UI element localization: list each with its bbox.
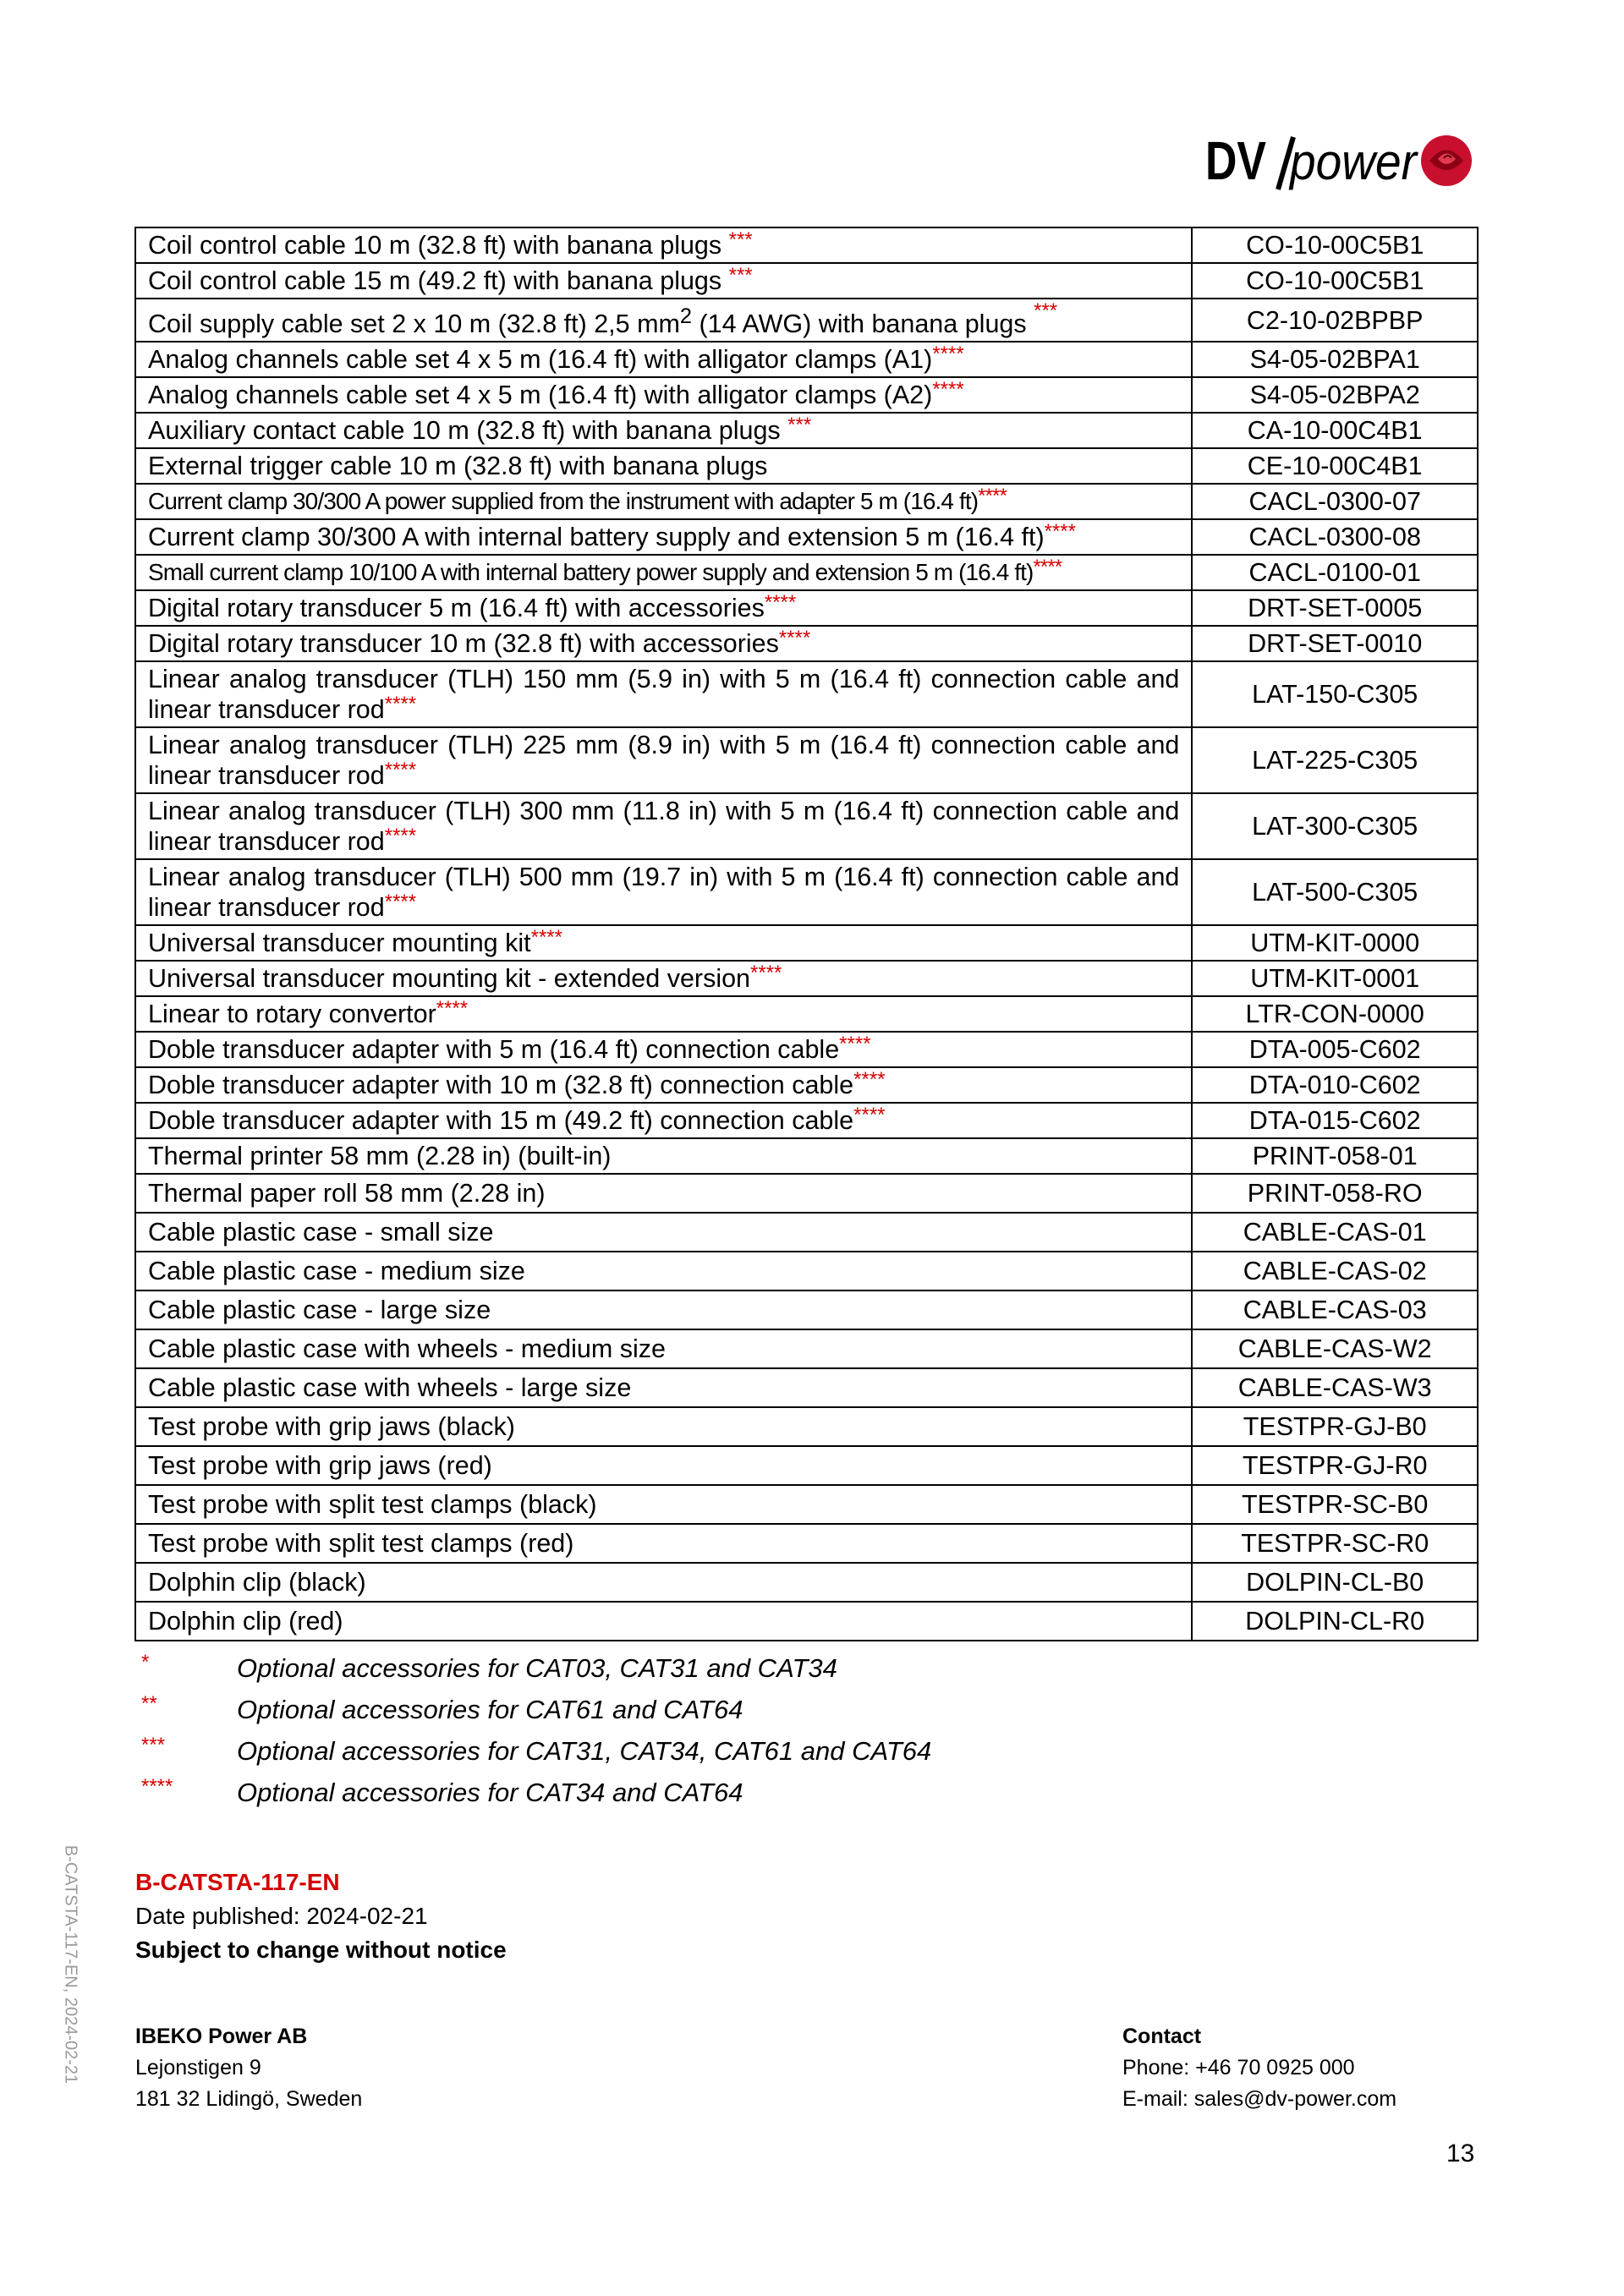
accessory-description: [135, 925, 1192, 961]
description-text: Doble transducer adapter with 15 m (49.2 ft) connection cable: [148, 1106, 854, 1136]
accessory-description: [135, 1485, 1192, 1524]
footnote-text: Optional accessories for CAT61 and CAT64: [237, 1694, 743, 1724]
footnote-mark: ****: [778, 627, 811, 650]
accessory-description: [135, 1563, 1192, 1602]
table-row: [135, 590, 1478, 626]
dv-power-logo: [1205, 127, 1476, 195]
description-text: Small current clamp 10/100 A with internal battery power supply and extension 5 m (16.4 ft): [148, 559, 1034, 586]
accessory-description: [135, 1032, 1192, 1067]
accessory-code: DRT-SET-0010: [1192, 626, 1478, 661]
accessory-description: [135, 1138, 1192, 1174]
footnote-stars: **: [141, 1692, 157, 1715]
accessory-code: TESTPR-GJ-R0: [1192, 1446, 1478, 1485]
accessory-code: PRINT-058-RO: [1192, 1174, 1478, 1213]
footnote-stars: *: [141, 1651, 150, 1674]
description-text: Coil supply cable set 2 x 10 m (32.8 ft) 2,5 mm: [148, 310, 680, 339]
description-text: Cable plastic case - small size: [148, 1218, 494, 1247]
description-text: Linear analog transducer (TLH) 300 mm (11.8 in) with 5 m (16.4 ft) connection cable and linear transducer rod: [148, 797, 1180, 857]
accessory-code: DOLPIN-CL-B0: [1192, 1563, 1478, 1602]
footnote: [141, 1772, 931, 1813]
description-text: Coil control cable 15 m (49.2 ft) with banana plugs: [148, 266, 729, 295]
footnote-mark: ***: [1034, 299, 1058, 322]
accessory-code: S4-05-02BPA2: [1192, 377, 1478, 413]
accessory-code: CACL-0300-07: [1192, 484, 1478, 519]
footnote-mark: ****: [384, 890, 417, 914]
description-text: Dolphin clip (black): [148, 1568, 366, 1597]
accessory-code: CACL-0300-08: [1192, 519, 1478, 555]
table-row: [135, 1485, 1478, 1524]
table-row: [135, 996, 1478, 1032]
accessory-description: [135, 1067, 1192, 1103]
table-row: [135, 1524, 1478, 1563]
page-number: 13: [1446, 2140, 1475, 2167]
description-text: Cable plastic case - medium size: [148, 1257, 525, 1286]
description-text: Cable plastic case with wheels - large size: [148, 1373, 632, 1403]
footnote-stars: ****: [141, 1775, 173, 1798]
accessory-code: CACL-0100-01: [1192, 555, 1478, 590]
accessory-code: TESTPR-SC-B0: [1192, 1485, 1478, 1524]
footnote-mark: ***: [728, 264, 753, 287]
accessory-code: CE-10-00C4B1: [1192, 448, 1478, 484]
footnote-text: Optional accessories for CAT31, CAT34, CAT61 and CAT64: [237, 1735, 932, 1766]
accessory-description: [135, 1103, 1192, 1138]
table-row: [135, 1067, 1478, 1103]
accessory-code: TESTPR-GJ-B0: [1192, 1407, 1478, 1446]
description-text: Coil control cable 10 m (32.8 ft) with banana plugs: [148, 231, 729, 260]
footnote-mark: ****: [932, 378, 964, 402]
accessory-description: [135, 1252, 1192, 1290]
accessory-description: [135, 661, 1192, 727]
side-document-id: [52, 1825, 88, 2104]
accessory-code: LAT-300-C305: [1192, 793, 1478, 859]
description-text: Doble transducer adapter with 5 m (16.4 ft) connection cable: [148, 1035, 840, 1065]
description-text: Linear analog transducer (TLH) 500 mm (19.7 in) with 5 m (16.4 ft) connection cable and linear transducer rod: [148, 863, 1180, 923]
table-row: [135, 555, 1478, 590]
accessory-code: CO-10-00C5B1: [1192, 227, 1478, 263]
accessory-description: [135, 793, 1192, 859]
description-text: Thermal printer 58 mm (2.28 in) (built-in): [148, 1142, 612, 1171]
accessory-code: CA-10-00C4B1: [1192, 413, 1478, 448]
table-row: [135, 793, 1478, 859]
accessory-code: PRINT-058-01: [1192, 1138, 1478, 1174]
accessory-code: UTM-KIT-0000: [1192, 925, 1478, 961]
accessory-description: [135, 1524, 1192, 1563]
footnote-mark: ****: [384, 693, 417, 716]
description-text: Test probe with grip jaws (red): [148, 1451, 492, 1481]
publish-date: Date published: 2024-02-21: [135, 1903, 428, 1929]
table-row: [135, 661, 1478, 727]
table-row: [135, 1103, 1478, 1138]
accessory-code: LTR-CON-0000: [1192, 996, 1478, 1032]
accessory-code: S4-05-02BPA1: [1192, 342, 1478, 377]
footnote-mark: ****: [1044, 520, 1076, 544]
description-text: Linear analog transducer (TLH) 150 mm (5.9 in) with 5 m (16.4 ft) connection cable and linear transducer rod: [148, 665, 1180, 725]
accessory-code: LAT-225-C305: [1192, 727, 1478, 793]
accessory-code: CABLE-CAS-01: [1192, 1213, 1478, 1252]
description-text: Current clamp 30/300 A with internal battery supply and extension 5 m (16.4 ft): [148, 523, 1045, 552]
table-row: [135, 626, 1478, 661]
contact-info: [1122, 2021, 1396, 2115]
footnote: [141, 1689, 931, 1730]
accessory-code: LAT-150-C305: [1192, 661, 1478, 727]
footnote-mark: ****: [750, 962, 782, 985]
accessory-code: CABLE-CAS-03: [1192, 1290, 1478, 1329]
footnote: [141, 1730, 931, 1772]
footnote-mark: ****: [384, 759, 417, 782]
accessory-description: [135, 519, 1192, 555]
side-document-id-text: B-CATSTA-117-EN, 2024-02-21: [61, 1844, 80, 2085]
table-row: [135, 1252, 1478, 1290]
accessory-description: [135, 448, 1192, 484]
footnote-mark: ****: [853, 1104, 886, 1127]
change-notice: Subject to change without notice: [135, 1937, 507, 1963]
accessory-code: DTA-015-C602: [1192, 1103, 1478, 1138]
accessory-description: [135, 227, 1192, 263]
table-row: [135, 1329, 1478, 1368]
table-row: [135, 1138, 1478, 1174]
accessory-description: [135, 377, 1192, 413]
footnote-mark: ****: [384, 825, 417, 848]
description-text: Test probe with grip jaws (black): [148, 1412, 515, 1442]
accessory-code: LAT-500-C305: [1192, 859, 1478, 925]
table-row: [135, 1563, 1478, 1602]
footnote-mark: ****: [839, 1033, 871, 1056]
contact-title: Contact: [1122, 2025, 1202, 2048]
footnotes: [141, 1647, 931, 1813]
accessory-description: [135, 555, 1192, 590]
description-text: Linear to rotary convertor: [148, 1000, 436, 1029]
table-row: [135, 448, 1478, 484]
accessory-description: [135, 1213, 1192, 1252]
footnote-stars: ***: [141, 1734, 166, 1756]
accessory-description: [135, 1407, 1192, 1446]
description-text: Digital rotary transducer 10 m (32.8 ft) with accessories: [148, 629, 779, 659]
description-text: Test probe with split test clamps (black): [148, 1490, 597, 1520]
document-code: B-CATSTA-117-EN: [135, 1869, 340, 1895]
accessory-description: [135, 996, 1192, 1032]
footnote-mark: ****: [530, 926, 562, 950]
accessory-description: [135, 484, 1192, 519]
svg-text:DV: DV: [1205, 130, 1267, 191]
accessory-description: [135, 263, 1192, 299]
svg-text:power: power: [1288, 134, 1418, 190]
description-text: Universal transducer mounting kit: [148, 929, 531, 958]
description-text: Analog channels cable set 4 x 5 m (16.4 ft) with alligator clamps (A1): [148, 345, 933, 375]
footnote-mark: ****: [436, 997, 469, 1021]
document-info: [135, 1869, 507, 1970]
table-row: [135, 1602, 1478, 1641]
rose-icon: [1421, 135, 1472, 186]
company-city: 181 32 Lidingö, Sweden: [135, 2087, 363, 2111]
accessory-code: UTM-KIT-0001: [1192, 961, 1478, 996]
description-text: Auxiliary contact cable 10 m (32.8 ft) with banana plugs: [148, 416, 788, 446]
accessory-description: [135, 859, 1192, 925]
table-row: [135, 342, 1478, 377]
accessory-code: DTA-010-C602: [1192, 1067, 1478, 1103]
accessory-description: [135, 1446, 1192, 1485]
description-text: Linear analog transducer (TLH) 225 mm (8.9 in) with 5 m (16.4 ft) connection cable and linear transducer rod: [148, 731, 1180, 791]
accessory-code: DRT-SET-0005: [1192, 590, 1478, 626]
description-text: Dolphin clip (red): [148, 1607, 343, 1636]
company-name: IBEKO Power AB: [135, 2025, 308, 2048]
accessory-description: [135, 1290, 1192, 1329]
table-row: [135, 1174, 1478, 1213]
table-row: [135, 961, 1478, 996]
table-row: [135, 263, 1478, 299]
accessory-description: [135, 590, 1192, 626]
accessory-code: DOLPIN-CL-R0: [1192, 1602, 1478, 1641]
accessory-code: DTA-005-C602: [1192, 1032, 1478, 1067]
footnote-mark: ****: [764, 591, 797, 615]
footnote-text: Optional accessories for CAT34 and CAT64: [237, 1777, 743, 1807]
accessory-description: [135, 342, 1192, 377]
description-text: Current clamp 30/300 A power supplied from the instrument with adapter 5 m (16.4 ft): [148, 488, 979, 515]
table-row: [135, 377, 1478, 413]
contact-email[interactable]: E-mail: sales@dv-power.com: [1122, 2087, 1397, 2111]
accessory-code: CABLE-CAS-W3: [1192, 1368, 1478, 1407]
accessory-code: CABLE-CAS-02: [1192, 1252, 1478, 1290]
footnote-text: Optional accessories for CAT03, CAT31 and CAT34: [237, 1652, 837, 1683]
footnote-mark: ****: [1033, 556, 1062, 579]
description-text: Cable plastic case with wheels - medium size: [148, 1334, 666, 1364]
table-row: [135, 1290, 1478, 1329]
accessory-description: [135, 299, 1192, 342]
table-row: [135, 1213, 1478, 1252]
table-row: [135, 727, 1478, 793]
accessories-table: [134, 227, 1479, 1641]
footnote-mark: ****: [932, 342, 964, 366]
accessory-description: [135, 1174, 1192, 1213]
table-row: [135, 1446, 1478, 1485]
table-row: [135, 859, 1478, 925]
contact-phone[interactable]: Phone: +46 70 0925 000: [1122, 2056, 1355, 2080]
company-street: Lejonstigen 9: [135, 2056, 261, 2080]
table-row: [135, 299, 1478, 342]
accessory-code: C2-10-02BPBP: [1192, 299, 1478, 342]
footnote-mark: ****: [853, 1068, 886, 1092]
superscript: 2: [679, 304, 693, 328]
description-text: Analog channels cable set 4 x 5 m (16.4 ft) with alligator clamps (A2): [148, 381, 933, 410]
accessory-description: [135, 413, 1192, 448]
description-text: Test probe with split test clamps (red): [148, 1529, 574, 1559]
accessory-description: [135, 1602, 1192, 1641]
accessory-description: [135, 727, 1192, 793]
accessory-code: CABLE-CAS-W2: [1192, 1329, 1478, 1368]
accessory-code: CO-10-00C5B1: [1192, 263, 1478, 299]
table-row: [135, 1368, 1478, 1407]
description-text: Thermal paper roll 58 mm (2.28 in): [148, 1179, 546, 1208]
footnote: [141, 1647, 931, 1689]
table-row: [135, 484, 1478, 519]
description-text: Doble transducer adapter with 10 m (32.8 ft) connection cable: [148, 1071, 854, 1100]
table-row: [135, 227, 1478, 263]
footnote-mark: ***: [728, 228, 753, 251]
accessory-description: [135, 1368, 1192, 1407]
footnote-mark: ****: [978, 485, 1007, 508]
table-row: [135, 1407, 1478, 1446]
footnote-mark: ***: [787, 414, 812, 437]
accessory-description: [135, 1329, 1192, 1368]
description-text: External trigger cable 10 m (32.8 ft) with banana plugs: [148, 452, 768, 481]
table-row: [135, 1032, 1478, 1067]
dv-power-logo-mark: [1205, 127, 1476, 195]
accessory-description: [135, 626, 1192, 661]
description-text: Cable plastic case - large size: [148, 1296, 491, 1325]
description-text: (14 AWG) with banana plugs: [692, 310, 1034, 339]
accessory-code: TESTPR-SC-R0: [1192, 1524, 1478, 1563]
table-row: [135, 413, 1478, 448]
table-row: [135, 925, 1478, 961]
accessory-description: [135, 961, 1192, 996]
description-text: Universal transducer mounting kit - extended version: [148, 964, 751, 994]
company-address: [135, 2021, 362, 2115]
description-text: Digital rotary transducer 5 m (16.4 ft) with accessories: [148, 594, 765, 623]
table-row: [135, 519, 1478, 555]
